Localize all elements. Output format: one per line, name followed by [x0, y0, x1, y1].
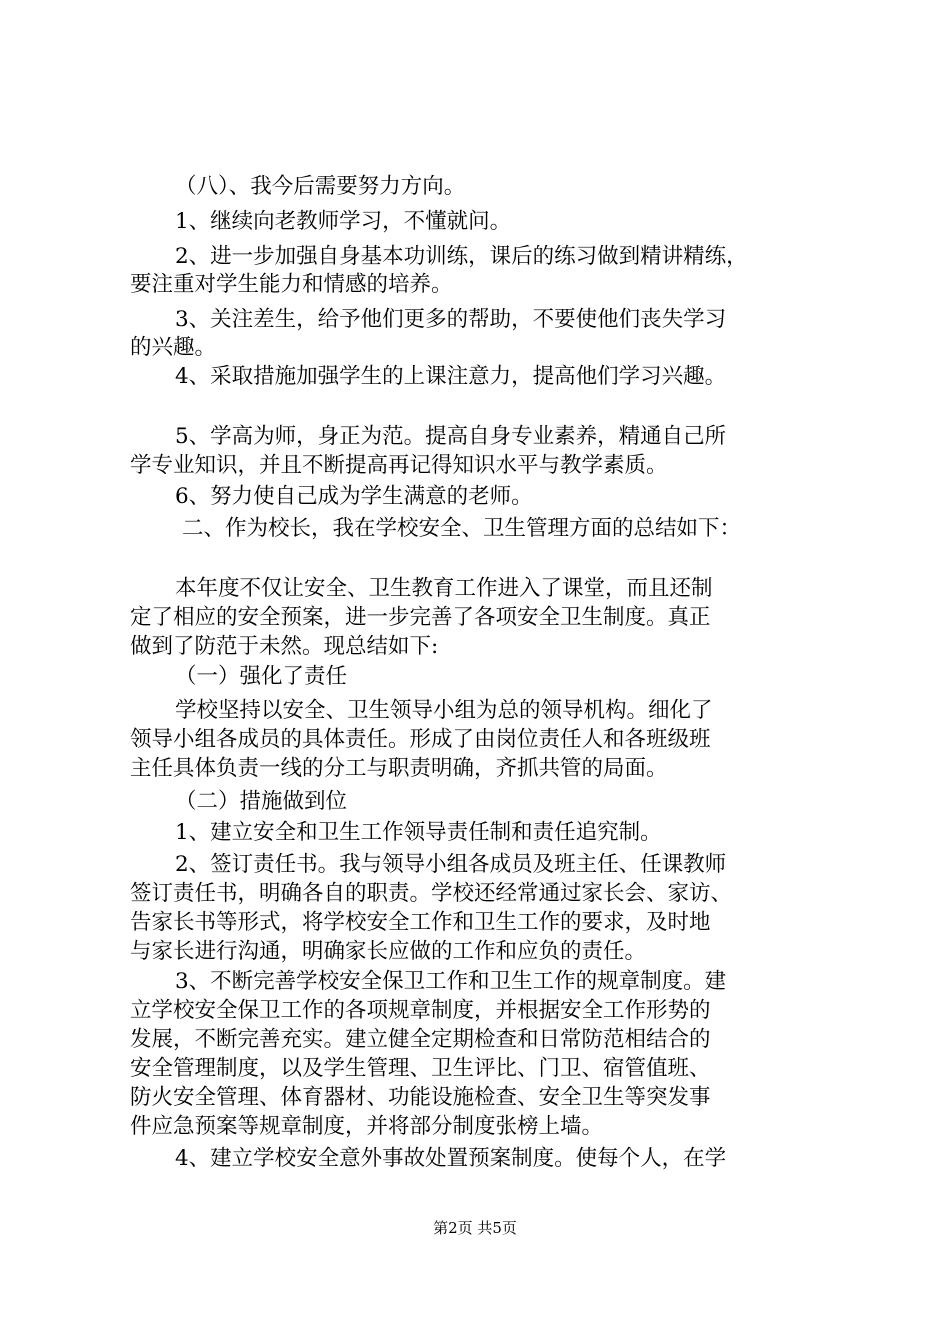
text-line: 二、作为校长，我在学校安全、卫生管理方面的总结如下： [182, 516, 742, 541]
text-line: 4、建立学校安全意外事故处置预案制度。使每个人，在学 [175, 1146, 727, 1171]
text-line: 发展，不断完善充实。建立健全定期检查和日常防范相结合的 [130, 1027, 711, 1052]
text-line: 3、不断完善学校安全保卫工作和卫生工作的规章制度。建 [175, 969, 727, 994]
text-line: 立学校安全保卫工作的各项规章制度，并根据安全工作形势的 [130, 998, 711, 1023]
text-line: 件应急预案等规章制度，并将部分制度张榜上墙。 [130, 1114, 604, 1139]
text-line: 6、努力使自己成为学生满意的老师。 [175, 484, 533, 509]
text-line: 签订责任书，明确各自的职责。学校还经常通过家长会、家访、 [130, 881, 733, 906]
text-line: 定了相应的安全预案，进一步完善了各项安全卫生制度。真正 [130, 605, 711, 630]
text-line: 告家长书等形式，将学校安全工作和卫生工作的要求，及时地 [130, 910, 711, 935]
text-line: 要注重对学生能力和情感的培养。 [130, 272, 453, 297]
text-line: 2、签订责任书。我与领导小组各成员及班主任、任课教师 [175, 852, 727, 877]
text-line: 学专业知识，并且不断提高再记得知识水平与教学素质。 [130, 453, 668, 478]
text-line: 本年度不仅让安全、卫生教育工作进入了课堂，而且还制 [175, 576, 713, 601]
text-line: （二）措施做到位 [175, 789, 348, 814]
text-line: 与家长进行沟通，明确家长应做的工作和应负的责任。 [130, 939, 647, 964]
page-number-footer: 第2页 共5页 [433, 1219, 517, 1237]
text-line: 4、采取措施加强学生的上课注意力，提高他们学习兴趣。 [175, 364, 727, 389]
text-line: 防火安全管理、体育器材、功能设施检查、安全卫生等突发事 [130, 1085, 711, 1110]
text-line: 5、学高为师，身正为范。提高自身专业素养，精通自己所 [175, 424, 727, 449]
text-line: 主任具体负责一线的分工与职责明确，齐抓共管的局面。 [130, 756, 668, 781]
text-line: （一）强化了责任 [175, 664, 348, 689]
text-line: 2、进一步加强自身基本功训练，课后的练习做到精讲精练， [175, 244, 748, 269]
text-line: 的兴趣。 [130, 335, 217, 360]
text-line: 安全管理制度，以及学生管理、卫生评比、门卫、宿管值班、 [130, 1056, 711, 1081]
text-line: 1、继续向老教师学习，不懂就问。 [175, 209, 512, 234]
text-line: 3、关注差生，给予他们更多的帮助，不要使他们丧失学习 [175, 307, 727, 332]
text-line: （八）、我今后需要努力方向。 [175, 174, 466, 199]
text-line: 做到了防范于未然。现总结如下: [130, 634, 439, 659]
text-line: 领导小组各成员的具体责任。形成了由岗位责任人和各班级班 [130, 727, 711, 752]
text-line: 学校坚持以安全、卫生领导小组为总的领导机构。细化了 [175, 698, 713, 723]
text-line: 1、建立安全和卫生工作领导责任制和责任追究制。 [175, 820, 662, 845]
